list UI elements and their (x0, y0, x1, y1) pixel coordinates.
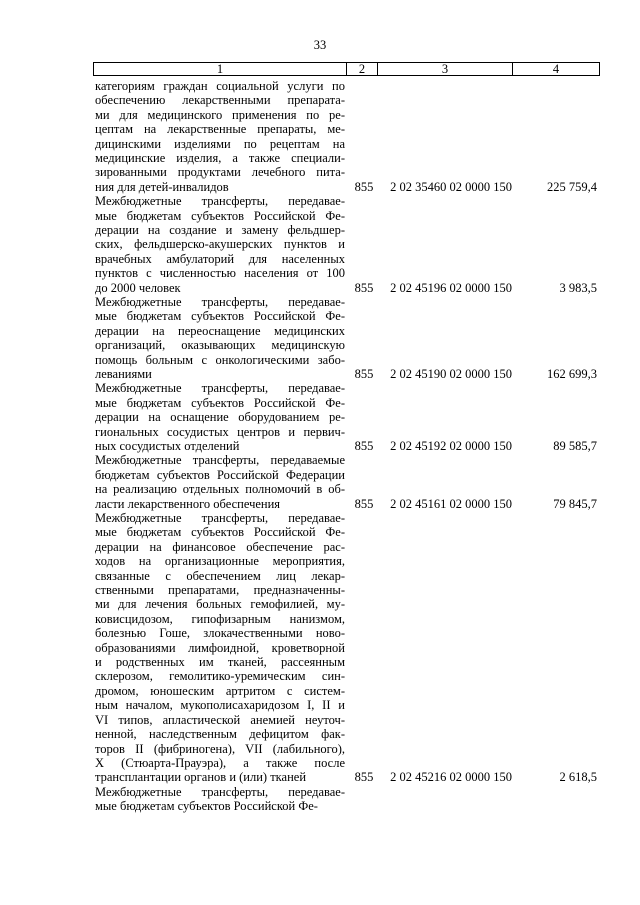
description-line: Межбюджетные трансферты, передавае- (95, 194, 345, 209)
description-line: ственными препаратами, предназначенны- (95, 583, 345, 598)
budget-classification-code: 2 02 45161 02 0000 150 (390, 496, 512, 511)
admin-code: 855 (354, 770, 374, 785)
budget-classification-code: 2 02 35460 02 0000 150 (390, 179, 512, 194)
header-col-4: 4 (512, 63, 599, 75)
description-line: категориям граждан социальной услуги по (95, 79, 345, 93)
header-col-3: 3 (377, 63, 512, 75)
description-line: зированными продуктами лечебного пита- (95, 165, 345, 180)
description-line: обеспечению лекарственными препарата- (95, 93, 345, 108)
admin-code: 855 (354, 438, 374, 453)
row-description (95, 785, 345, 814)
description-line: дерации на создание и замену фельдшер- (95, 223, 345, 237)
row-description (95, 79, 345, 194)
description-line: бюджетам субъектов Российской Федерации (95, 467, 345, 482)
amount-value: 79 845,7 (553, 496, 597, 511)
description-line: связанные с обеспечением лиц лекар- (95, 568, 345, 583)
budget-classification-code: 2 02 45192 02 0000 150 (390, 438, 512, 453)
description-line: дерации на переоснащение медицинских (95, 323, 345, 338)
row-description (95, 511, 345, 785)
description-line: ненной, наследственным дефицитом фак- (95, 727, 345, 742)
description-line: и родственных им тканей, рассеянным (95, 655, 345, 670)
description-line: цептам на лекарственные препараты, ме- (95, 122, 345, 137)
row-description (95, 381, 345, 453)
admin-code: 855 (354, 179, 374, 194)
header-col-1: 1 (216, 62, 224, 76)
budget-classification-code: 2 02 45196 02 0000 150 (390, 280, 512, 295)
description-line: Межбюджетные трансферты, передавае- (95, 511, 345, 525)
amount-value: 2 618,5 (559, 770, 597, 785)
description-line: болезнью Гоше, злокачественными ново- (95, 626, 345, 641)
description-line: мые бюджетам субъектов Российской Фе- (95, 799, 318, 813)
description-line: врачебных амбулаторий для населенных (95, 251, 345, 266)
description-line: мые бюджетам субъектов Российской Фе- (95, 208, 345, 223)
page-number: 33 (313, 38, 327, 52)
description-line: склерозом, гемолитико-уремическим син- (95, 669, 345, 684)
description-line: дицинскими изделиями по рецептам на (95, 136, 345, 151)
description-line: ласти лекарственного обеспечения (95, 496, 281, 511)
description-line: дерации на оснащение оборудованием ре- (95, 410, 345, 425)
amount-value: 225 759,4 (547, 179, 597, 194)
amount-value: 3 983,5 (559, 280, 597, 295)
description-line: ми для медицинского применения по ре- (95, 107, 345, 122)
row-description (95, 453, 345, 511)
amount-value: 162 699,3 (547, 367, 597, 381)
description-line: мые бюджетам субъектов Российской Фе- (95, 525, 345, 540)
description-line: ских, фельдшерско-акушерских пунктов и (95, 237, 345, 252)
description-line: ми для лечения больных гемофилией, му- (95, 597, 345, 612)
description-line: ходов на организационные мероприятия, (95, 554, 345, 569)
header-col-2: 2 (346, 63, 377, 75)
description-line: трансплантации органов и (или) тканей (95, 770, 307, 785)
description-line: мые бюджетам субъектов Российской Фе- (95, 395, 345, 410)
description-line: Межбюджетные трансферты, передавае- (95, 295, 345, 309)
description-line: леваниями (95, 367, 152, 382)
admin-code: 855 (354, 367, 374, 381)
description-line: образованиями лимфоидной, кроветворной (95, 640, 345, 655)
row-description (95, 194, 345, 295)
description-line: до 2000 человек (95, 280, 181, 295)
description-line: гиональных сосудистых центров и первич- (95, 424, 345, 439)
admin-code: 855 (354, 280, 374, 295)
budget-classification-code: 2 02 45216 02 0000 150 (390, 770, 512, 785)
description-line: дерации на финансовое обеспечение рас- (95, 539, 345, 554)
description-line: ных сосудистых отделений (95, 439, 240, 454)
description-line: Межбюджетные трансферты, передаваемые (95, 453, 345, 468)
description-line: ния для детей-инвалидов (95, 179, 229, 194)
description-line: VI типов, апластической анемией неуточ- (95, 712, 345, 727)
description-line: на реализацию отдельных полномочий в об- (95, 482, 345, 497)
admin-code: 855 (354, 496, 374, 511)
description-line: дромом, юношеским артритом с систем- (95, 683, 345, 698)
budget-classification-code: 2 02 45190 02 0000 150 (390, 367, 512, 381)
description-line: медицинские изделия, а также специали- (95, 151, 345, 166)
description-line: Межбюджетные трансферты, передавае- (95, 784, 345, 799)
description-line: ным началом, мукополисахаридозом I, II и (95, 698, 345, 713)
amount-value: 89 585,7 (553, 438, 597, 453)
description-line: помощь больным с онкологическими забо- (95, 352, 345, 367)
description-line: пунктов с численностью населения от 100 (95, 266, 345, 281)
description-line: ковисцидозом, гипофизарным нанизмом, (95, 611, 345, 626)
description-line: X (Стюарта-Прауэра), а также после (95, 755, 345, 770)
description-line: мые бюджетам субъектов Российской Фе- (95, 309, 345, 324)
description-line: торов II (фибриногена), VII (лабильного), (95, 741, 345, 756)
description-line: организаций, оказывающих медицинскую (95, 338, 345, 353)
row-description (95, 295, 345, 381)
description-line: Межбюджетные трансферты, передавае- (95, 381, 345, 396)
